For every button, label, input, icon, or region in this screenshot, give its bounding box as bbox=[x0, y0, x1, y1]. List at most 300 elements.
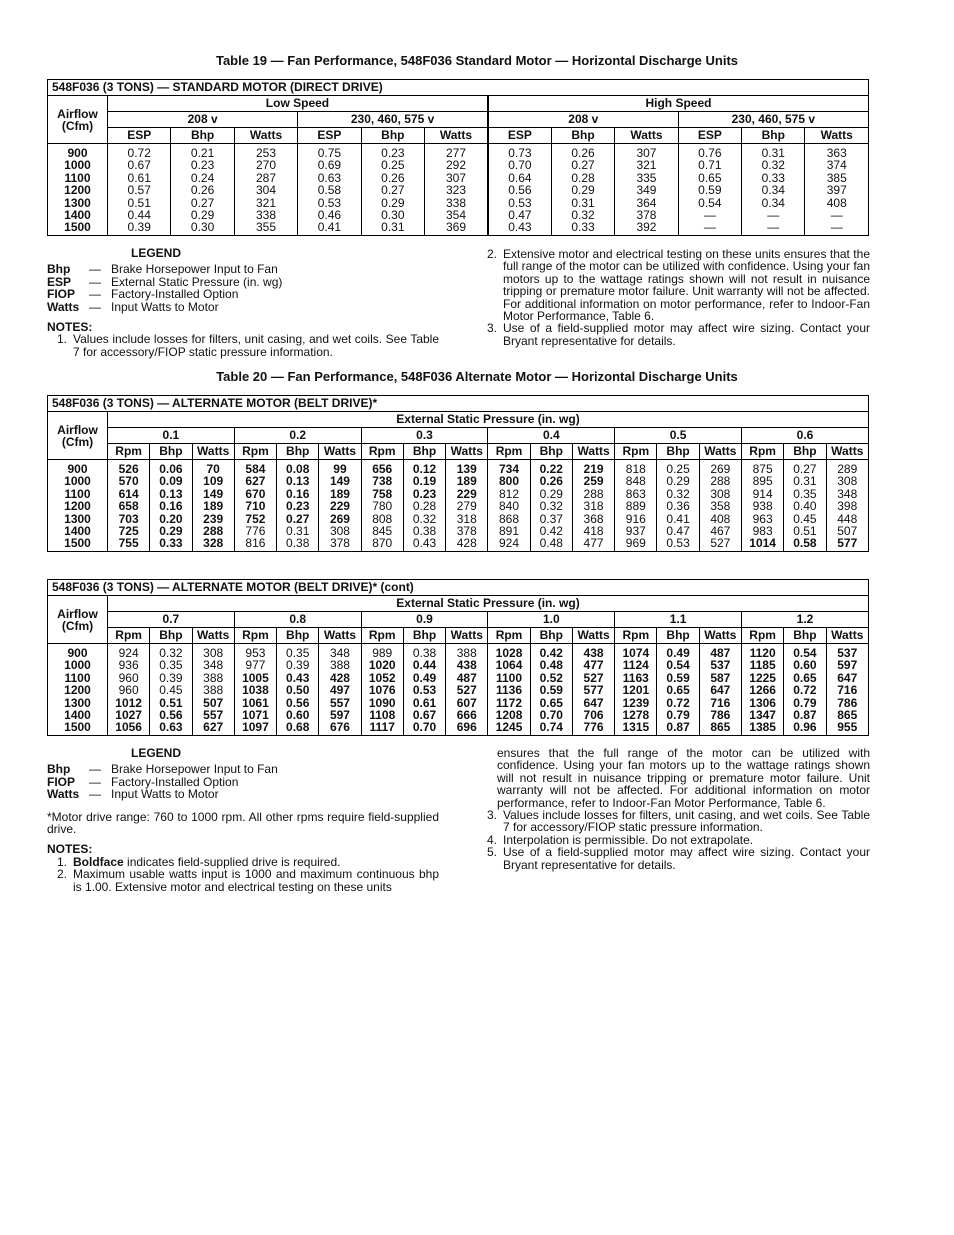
data-cell: 385 bbox=[805, 172, 869, 184]
data-cell: 0.46 bbox=[298, 209, 361, 221]
data-cell: 0.32 bbox=[657, 488, 699, 500]
data-cell: 0.31 bbox=[551, 197, 614, 209]
data-cell: 845 bbox=[361, 525, 403, 537]
table-row bbox=[48, 684, 869, 696]
note bbox=[477, 322, 870, 347]
legend-item bbox=[47, 276, 439, 288]
data-cell: 0.23 bbox=[403, 488, 445, 500]
data-cell: 149 bbox=[319, 475, 361, 487]
data-cell: 288 bbox=[192, 525, 234, 537]
data-cell: 0.57 bbox=[108, 184, 171, 196]
data-cell: 752 bbox=[234, 513, 276, 525]
notes-1-right bbox=[477, 248, 870, 347]
data-cell: 0.42 bbox=[530, 525, 572, 537]
data-cell: 0.09 bbox=[150, 475, 192, 487]
airflow-cell: 1000 bbox=[48, 659, 108, 671]
data-cell: 349 bbox=[615, 184, 678, 196]
data-cell: 875 bbox=[741, 460, 783, 476]
data-cell: 0.39 bbox=[150, 672, 192, 684]
table-row bbox=[48, 184, 869, 196]
data-cell: 269 bbox=[699, 460, 741, 476]
data-cell: 1005 bbox=[234, 672, 276, 684]
data-cell: 0.38 bbox=[277, 537, 319, 551]
column-header: Rpm bbox=[615, 444, 657, 460]
data-cell: 0.25 bbox=[361, 159, 424, 171]
note bbox=[477, 846, 870, 871]
data-cell: 863 bbox=[615, 488, 657, 500]
table-19-caption: Table 19 — Fan Performance, 548F036 Standard Motor — Horizontal Discharge Units bbox=[215, 53, 739, 68]
data-cell: 0.30 bbox=[171, 221, 234, 235]
table-row bbox=[48, 460, 869, 476]
data-cell: 0.53 bbox=[298, 197, 361, 209]
airflow-header bbox=[48, 412, 108, 460]
table-row bbox=[48, 475, 869, 487]
data-cell: 960 bbox=[108, 684, 150, 696]
data-cell: 0.29 bbox=[657, 475, 699, 487]
legend-2 bbox=[47, 747, 439, 893]
data-cell: 0.60 bbox=[277, 709, 319, 721]
data-cell: 229 bbox=[319, 500, 361, 512]
legend-dash: — bbox=[89, 299, 101, 314]
data-cell: 288 bbox=[699, 475, 741, 487]
column-header: Rpm bbox=[615, 628, 657, 644]
data-cell: 0.43 bbox=[403, 537, 445, 551]
esp-value-header: 0.6 bbox=[741, 428, 868, 444]
data-cell: 0.21 bbox=[171, 144, 234, 160]
data-cell: 0.65 bbox=[678, 172, 741, 184]
data-cell: 865 bbox=[699, 721, 741, 735]
legend-abbr: Watts bbox=[47, 299, 80, 314]
data-cell: 0.43 bbox=[488, 221, 551, 235]
data-cell: 348 bbox=[319, 644, 361, 660]
data-cell: 487 bbox=[699, 644, 741, 660]
esp-value-header: 0.5 bbox=[615, 428, 742, 444]
data-cell: 0.71 bbox=[678, 159, 741, 171]
esp-value-header: 0.4 bbox=[488, 428, 615, 444]
note-text: Maximum usable watts input is 1000 and maximum continuous bhp is 1.00. Extensive motor and electrical testing on these units bbox=[73, 867, 439, 894]
column-header: Bhp bbox=[277, 628, 319, 644]
data-cell: 0.28 bbox=[403, 500, 445, 512]
data-cell: 786 bbox=[826, 697, 868, 709]
data-cell: 363 bbox=[805, 144, 869, 160]
data-cell: 527 bbox=[699, 537, 741, 551]
data-cell: 924 bbox=[488, 537, 530, 551]
airflow-cell: 900 bbox=[48, 460, 108, 476]
data-cell: 0.35 bbox=[150, 659, 192, 671]
data-cell: 570 bbox=[108, 475, 150, 487]
table-19-title: 548F036 (3 TONS) — STANDARD MOTOR (DIRECT DRIVE) bbox=[48, 80, 869, 96]
data-cell: 0.59 bbox=[678, 184, 741, 196]
data-cell: 0.20 bbox=[150, 513, 192, 525]
data-cell: 0.35 bbox=[784, 488, 826, 500]
data-cell: 0.69 bbox=[298, 159, 361, 171]
data-cell: 0.08 bbox=[277, 460, 319, 476]
airflow-cell: 1000 bbox=[48, 475, 108, 487]
motor-drive-footnote: *Motor drive range: 760 to 1000 rpm. All other rpms require field-supplied drive. bbox=[47, 809, 439, 837]
note bbox=[47, 333, 439, 358]
data-cell: 0.32 bbox=[403, 513, 445, 525]
data-cell: 477 bbox=[572, 659, 614, 671]
data-cell: 1014 bbox=[741, 537, 783, 551]
data-cell: 0.39 bbox=[277, 659, 319, 671]
data-cell: 219 bbox=[572, 460, 614, 476]
table-row bbox=[48, 721, 869, 735]
voltage-header: 230, 460, 575 v bbox=[298, 112, 488, 128]
data-cell: 0.52 bbox=[530, 672, 572, 684]
data-cell: 1117 bbox=[361, 721, 403, 735]
data-cell: 0.34 bbox=[742, 197, 805, 209]
data-cell: 0.65 bbox=[530, 697, 572, 709]
data-cell: 627 bbox=[192, 721, 234, 735]
data-cell: 914 bbox=[741, 488, 783, 500]
data-cell: 0.42 bbox=[530, 644, 572, 660]
data-cell: 0.47 bbox=[488, 209, 551, 221]
table-20-cont-title: 548F036 (3 TONS) — ALTERNATE MOTOR (BELT DRIVE)* (cont) bbox=[48, 580, 869, 596]
legend-abbr: Watts bbox=[47, 787, 80, 802]
data-cell: 318 bbox=[572, 500, 614, 512]
data-cell: 388 bbox=[192, 672, 234, 684]
data-cell: 776 bbox=[572, 721, 614, 735]
data-cell: 983 bbox=[741, 525, 783, 537]
legend-item bbox=[47, 301, 439, 313]
data-cell: 776 bbox=[234, 525, 276, 537]
data-cell: 0.51 bbox=[150, 697, 192, 709]
legend-1 bbox=[47, 247, 439, 358]
table-row bbox=[48, 500, 869, 512]
data-cell: 0.27 bbox=[171, 197, 234, 209]
note-number: 3. bbox=[486, 808, 497, 823]
column-header: Watts bbox=[446, 444, 488, 460]
data-cell: 0.63 bbox=[298, 172, 361, 184]
note bbox=[47, 868, 439, 893]
legend-title: LEGEND bbox=[131, 246, 182, 260]
legend-desc: Factory-Installed Option bbox=[111, 774, 239, 789]
column-header: Bhp bbox=[150, 628, 192, 644]
data-cell: 0.45 bbox=[784, 513, 826, 525]
data-cell: 0.59 bbox=[530, 684, 572, 696]
data-cell: 0.38 bbox=[403, 644, 445, 660]
data-cell: 0.87 bbox=[657, 721, 699, 735]
legend-desc: External Static Pressure (in. wg) bbox=[111, 274, 283, 289]
data-cell: 0.54 bbox=[678, 197, 741, 209]
data-cell: 0.87 bbox=[784, 709, 826, 721]
data-cell: 0.65 bbox=[784, 672, 826, 684]
data-cell: 0.31 bbox=[277, 525, 319, 537]
data-cell: 889 bbox=[615, 500, 657, 512]
data-cell: 139 bbox=[446, 460, 488, 476]
note-2-continued: ensures that the full range of the motor can be utilized with confidence. Using your fan motors up to the wattage ratings shown will not result in nuisance tripping or premature motor failure. Unit warranty will not be affected. For additional information on motor performance, refer to Indoor-Fan Motor Performance, Table 6. bbox=[497, 746, 870, 810]
data-cell: 1347 bbox=[741, 709, 783, 721]
data-cell: 0.49 bbox=[403, 672, 445, 684]
data-cell: 0.48 bbox=[530, 537, 572, 551]
data-cell: 358 bbox=[699, 500, 741, 512]
data-cell: 0.26 bbox=[530, 475, 572, 487]
data-cell: 308 bbox=[699, 488, 741, 500]
column-header: Bhp bbox=[784, 628, 826, 644]
column-header: Bhp bbox=[530, 628, 572, 644]
data-cell: 0.72 bbox=[657, 697, 699, 709]
legend-dash: — bbox=[89, 287, 101, 302]
data-cell: 840 bbox=[488, 500, 530, 512]
data-cell: 308 bbox=[192, 644, 234, 660]
esp-value-header: 0.8 bbox=[234, 612, 361, 628]
data-cell: 0.53 bbox=[488, 197, 551, 209]
data-cell: 368 bbox=[572, 513, 614, 525]
data-cell: 725 bbox=[108, 525, 150, 537]
legend-dash: — bbox=[89, 774, 101, 789]
table-20-caption: Table 20 — Fan Performance, 548F036 Alternate Motor — Horizontal Discharge Units bbox=[216, 369, 738, 384]
note-text-rest: indicates field-supplied drive is required. bbox=[123, 854, 341, 869]
data-cell: 338 bbox=[234, 209, 297, 221]
data-cell: 109 bbox=[192, 475, 234, 487]
data-cell: 397 bbox=[805, 184, 869, 196]
data-cell: 816 bbox=[234, 537, 276, 551]
data-cell: 527 bbox=[446, 684, 488, 696]
data-cell: 0.29 bbox=[551, 184, 614, 196]
data-cell: 0.68 bbox=[277, 721, 319, 735]
data-cell: 0.44 bbox=[403, 659, 445, 671]
data-cell: 738 bbox=[361, 475, 403, 487]
data-cell: 597 bbox=[319, 709, 361, 721]
data-cell: 348 bbox=[826, 488, 868, 500]
airflow-cell: 1500 bbox=[48, 221, 108, 235]
data-cell: 0.35 bbox=[277, 644, 319, 660]
note bbox=[477, 248, 870, 322]
data-cell: 0.31 bbox=[742, 144, 805, 160]
note-number: 5. bbox=[486, 845, 497, 860]
notes-title: NOTES: bbox=[47, 320, 93, 335]
data-cell: 1163 bbox=[615, 672, 657, 684]
data-cell: 1052 bbox=[361, 672, 403, 684]
data-cell: 812 bbox=[488, 488, 530, 500]
data-cell: 0.47 bbox=[657, 525, 699, 537]
column-header: Bhp bbox=[784, 444, 826, 460]
note-number: 2. bbox=[56, 867, 67, 882]
data-cell: 0.63 bbox=[150, 721, 192, 735]
data-cell: 0.12 bbox=[403, 460, 445, 476]
airflow-header bbox=[48, 596, 108, 644]
column-header: Bhp bbox=[657, 444, 699, 460]
data-cell: 1315 bbox=[615, 721, 657, 735]
data-cell: 758 bbox=[361, 488, 403, 500]
data-cell: 307 bbox=[615, 144, 678, 160]
data-cell: 0.58 bbox=[298, 184, 361, 196]
data-cell: 0.06 bbox=[150, 460, 192, 476]
data-cell: 289 bbox=[826, 460, 868, 476]
data-cell: — bbox=[678, 209, 741, 221]
column-header: Rpm bbox=[234, 444, 276, 460]
data-cell: 438 bbox=[572, 644, 614, 660]
data-cell: 0.32 bbox=[150, 644, 192, 660]
table-row bbox=[48, 144, 869, 160]
data-cell: 1245 bbox=[488, 721, 530, 735]
column-header: Bhp bbox=[403, 628, 445, 644]
column-header: Watts bbox=[319, 628, 361, 644]
data-cell: 656 bbox=[361, 460, 403, 476]
esp-header: External Static Pressure (in. wg) bbox=[108, 596, 869, 612]
data-cell: 374 bbox=[805, 159, 869, 171]
data-cell: 1208 bbox=[488, 709, 530, 721]
data-cell: 786 bbox=[699, 709, 741, 721]
data-cell: 1108 bbox=[361, 709, 403, 721]
data-cell: 0.50 bbox=[277, 684, 319, 696]
data-cell: 647 bbox=[572, 697, 614, 709]
data-cell: 0.24 bbox=[171, 172, 234, 184]
data-cell: 0.45 bbox=[150, 684, 192, 696]
data-cell: 1076 bbox=[361, 684, 403, 696]
data-cell: 584 bbox=[234, 460, 276, 476]
data-cell: 388 bbox=[192, 684, 234, 696]
data-cell: 537 bbox=[826, 644, 868, 660]
data-cell: 0.27 bbox=[551, 159, 614, 171]
legend-abbr: FIOP bbox=[47, 287, 76, 302]
data-cell: 0.33 bbox=[551, 221, 614, 235]
data-cell: 597 bbox=[826, 659, 868, 671]
data-cell: 0.53 bbox=[403, 684, 445, 696]
table-20-title: 548F036 (3 TONS) — ALTERNATE MOTOR (BELT DRIVE)* bbox=[48, 396, 869, 412]
data-cell: 189 bbox=[446, 475, 488, 487]
airflow-cell: 900 bbox=[48, 644, 108, 660]
data-cell: 335 bbox=[615, 172, 678, 184]
data-cell: 0.41 bbox=[657, 513, 699, 525]
data-cell: 0.72 bbox=[108, 144, 171, 160]
data-cell: 0.23 bbox=[361, 144, 424, 160]
data-cell: 916 bbox=[615, 513, 657, 525]
data-cell: 0.54 bbox=[784, 644, 826, 660]
table-row bbox=[48, 659, 869, 671]
data-cell: 328 bbox=[192, 537, 234, 551]
data-cell: 1385 bbox=[741, 721, 783, 735]
data-cell: 288 bbox=[572, 488, 614, 500]
data-cell: 527 bbox=[572, 672, 614, 684]
data-cell: 398 bbox=[826, 500, 868, 512]
note-number: 1. bbox=[56, 854, 67, 869]
data-cell: 937 bbox=[615, 525, 657, 537]
data-cell: 259 bbox=[572, 475, 614, 487]
table-20-part-1 bbox=[47, 395, 869, 552]
legend-item bbox=[47, 263, 439, 275]
data-cell: 0.29 bbox=[150, 525, 192, 537]
data-cell: 1038 bbox=[234, 684, 276, 696]
voltage-header: 230, 460, 575 v bbox=[678, 112, 868, 128]
data-cell: 1074 bbox=[615, 644, 657, 660]
legend-item bbox=[47, 288, 439, 300]
data-cell: 710 bbox=[234, 500, 276, 512]
data-cell: 287 bbox=[234, 172, 297, 184]
data-cell: 891 bbox=[488, 525, 530, 537]
data-cell: 676 bbox=[319, 721, 361, 735]
data-cell: 1064 bbox=[488, 659, 530, 671]
data-cell: 0.28 bbox=[551, 172, 614, 184]
data-cell: 703 bbox=[108, 513, 150, 525]
data-cell: 0.70 bbox=[403, 721, 445, 735]
legend-dash: — bbox=[89, 274, 101, 289]
legend-title: LEGEND bbox=[131, 746, 182, 760]
data-cell: 0.23 bbox=[277, 500, 319, 512]
data-cell: 277 bbox=[425, 144, 488, 160]
data-cell: 477 bbox=[572, 537, 614, 551]
data-cell: 428 bbox=[446, 537, 488, 551]
column-header: Watts bbox=[234, 128, 297, 144]
data-cell: 0.31 bbox=[784, 475, 826, 487]
data-cell: — bbox=[805, 209, 869, 221]
column-header: Watts bbox=[192, 444, 234, 460]
esp-value-header: 0.1 bbox=[108, 428, 235, 444]
column-header: Watts bbox=[615, 128, 678, 144]
data-cell: 0.32 bbox=[742, 159, 805, 171]
airflow-cell: 1000 bbox=[48, 159, 108, 171]
data-cell: 977 bbox=[234, 659, 276, 671]
data-cell: 0.43 bbox=[277, 672, 319, 684]
column-header: Watts bbox=[572, 628, 614, 644]
data-cell: 1056 bbox=[108, 721, 150, 735]
data-cell: 0.36 bbox=[657, 500, 699, 512]
data-cell: 800 bbox=[488, 475, 530, 487]
data-cell: 0.73 bbox=[488, 144, 551, 160]
data-cell: 0.58 bbox=[784, 537, 826, 551]
legend-abbr: FIOP bbox=[47, 774, 76, 789]
note-number: 2. bbox=[486, 247, 497, 261]
airflow-cell: 1100 bbox=[48, 488, 108, 500]
note-text: Values include losses for filters, unit casing, and wet coils. See Table 7 for accessory/FIOP static pressure information. bbox=[503, 808, 870, 835]
data-cell: 647 bbox=[826, 672, 868, 684]
data-cell: 0.56 bbox=[150, 709, 192, 721]
data-cell: 487 bbox=[446, 672, 488, 684]
data-cell: 936 bbox=[108, 659, 150, 671]
data-cell: 955 bbox=[826, 721, 868, 735]
airflow-cell: 1500 bbox=[48, 537, 108, 551]
data-cell: 0.39 bbox=[108, 221, 171, 235]
data-cell: 696 bbox=[446, 721, 488, 735]
column-header: Rpm bbox=[361, 444, 403, 460]
table-row bbox=[48, 537, 869, 551]
data-cell: 1124 bbox=[615, 659, 657, 671]
airflow-cell: 1300 bbox=[48, 697, 108, 709]
data-cell: 953 bbox=[234, 644, 276, 660]
data-cell: 497 bbox=[319, 684, 361, 696]
data-cell: 1172 bbox=[488, 697, 530, 709]
data-cell: 448 bbox=[826, 513, 868, 525]
data-cell: 557 bbox=[192, 709, 234, 721]
data-cell: 0.74 bbox=[530, 721, 572, 735]
airflow-label: Airflow (Cfm) bbox=[57, 606, 98, 633]
column-header: Watts bbox=[826, 444, 868, 460]
airflow-label: Airflow (Cfm) bbox=[57, 422, 98, 449]
data-cell: 70 bbox=[192, 460, 234, 476]
data-cell: 1061 bbox=[234, 697, 276, 709]
data-cell: 577 bbox=[572, 684, 614, 696]
esp-value-header: 0.3 bbox=[361, 428, 488, 444]
data-cell: 1100 bbox=[488, 672, 530, 684]
data-cell: 279 bbox=[446, 500, 488, 512]
column-header: Watts bbox=[192, 628, 234, 644]
data-cell: 716 bbox=[699, 697, 741, 709]
data-cell: 0.29 bbox=[530, 488, 572, 500]
data-cell: 870 bbox=[361, 537, 403, 551]
data-cell: 270 bbox=[234, 159, 297, 171]
column-header: Bhp bbox=[551, 128, 614, 144]
esp-value-header: 1.2 bbox=[741, 612, 868, 628]
airflow-header bbox=[48, 96, 108, 144]
note-number: 4. bbox=[486, 832, 497, 847]
data-cell: 0.54 bbox=[657, 659, 699, 671]
data-cell: 780 bbox=[361, 500, 403, 512]
data-cell: 1306 bbox=[741, 697, 783, 709]
data-cell: 0.23 bbox=[171, 159, 234, 171]
data-cell: 537 bbox=[699, 659, 741, 671]
data-cell: — bbox=[678, 221, 741, 235]
data-cell: 321 bbox=[615, 159, 678, 171]
